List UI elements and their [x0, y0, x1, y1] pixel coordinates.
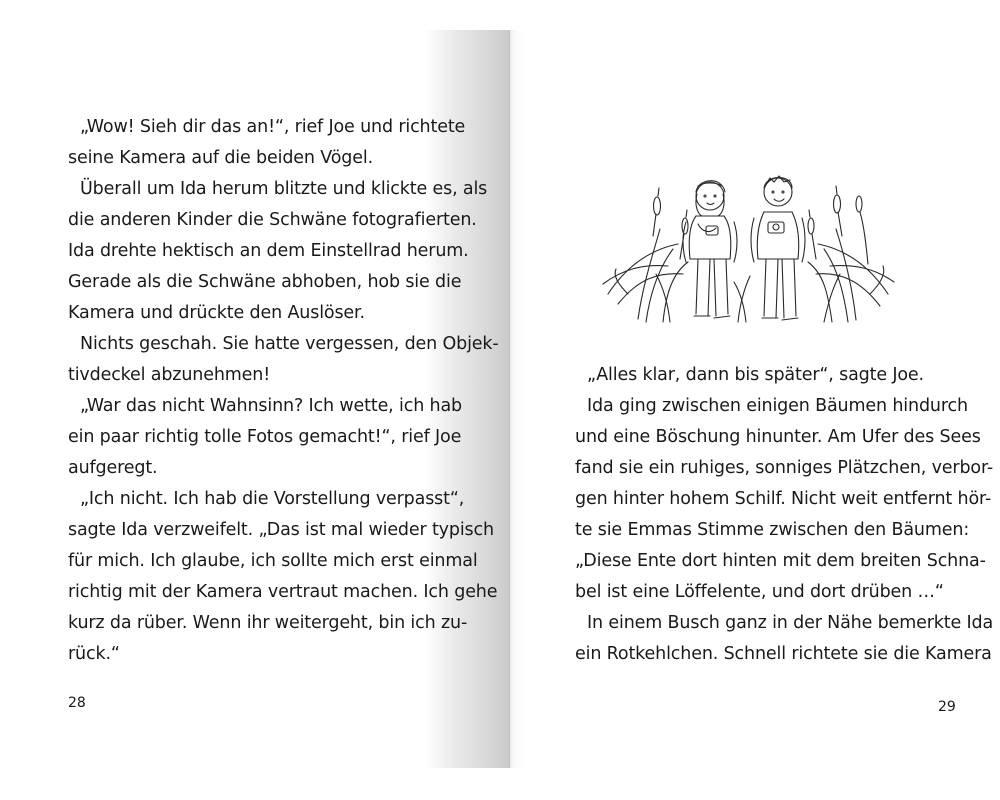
text-line: tivdeckel abzunehmen! — [68, 365, 271, 385]
text-line: Gerade als die Schwäne abhoben, hob sie die — [68, 272, 462, 292]
text-line: ein Rotkehlchen. Schnell richtete sie die Kamera — [575, 644, 992, 664]
open-book — [0, 30, 1000, 768]
text-line: rück.“ — [68, 644, 120, 664]
page-number-left: 28 — [68, 695, 86, 711]
text-line: ein paar richtig tolle Fotos gemacht!“, rief Joe — [68, 427, 462, 447]
left-page — [0, 30, 510, 768]
right-page-text — [575, 360, 994, 670]
text-line: gen hinter hohem Schilf. Nicht weit entfernt hör- — [575, 489, 992, 509]
text-line: Ida ging zwischen einigen Bäumen hindurch — [587, 396, 968, 416]
text-line: für mich. Ich glaube, ich sollte mich erst einmal — [68, 551, 478, 571]
text-line: „Ich nicht. Ich hab die Vorstellung verpasst“, — [80, 489, 465, 509]
text-line: die anderen Kinder die Schwäne fotografierten. — [68, 210, 477, 230]
text-line: In einem Busch ganz in der Nähe bemerkte Ida — [587, 613, 994, 633]
text-line: fand sie ein ruhiges, sonniges Plätzchen, verbor- — [575, 458, 994, 478]
text-line: te sie Emmas Stimme zwischen den Bäumen: — [575, 520, 970, 540]
text-line: kurz da rüber. Wenn ihr weitergeht, bin ich zu- — [68, 613, 468, 633]
text-line: Überall um Ida herum blitzte und klickte es, als — [80, 179, 488, 199]
text-line: Nichts geschah. Sie hatte vergessen, den Objek- — [80, 334, 499, 354]
text-line: bel ist eine Löffelente, und dort drüben …“ — [575, 582, 944, 602]
children-in-reeds-illustration — [598, 144, 898, 329]
text-line: und eine Böschung hinunter. Am Ufer des Sees — [575, 427, 981, 447]
text-line: Kamera und drückte den Auslöser. — [68, 303, 365, 323]
text-line: „Alles klar, dann bis später“, sagte Joe. — [587, 365, 924, 385]
text-line: Ida drehte hektisch an dem Einstellrad herum. — [68, 241, 469, 261]
text-line: aufgeregt. — [68, 458, 158, 478]
text-line: sagte Ida verzweifelt. „Das ist mal wieder typisch — [68, 520, 494, 540]
text-line: richtig mit der Kamera vertraut machen. Ich gehe — [68, 582, 498, 602]
text-line: seine Kamera auf die beiden Vögel. — [68, 148, 373, 168]
text-line: „War das nicht Wahnsinn? Ich wette, ich hab — [80, 396, 463, 416]
left-page-text — [68, 112, 499, 670]
text-line: „Wow! Sieh dir das an!“, rief Joe und richtete — [80, 117, 466, 137]
text-line: „Diese Ente dort hinten mit dem breiten Schna- — [575, 551, 986, 571]
page-number-right: 29 — [938, 699, 956, 715]
